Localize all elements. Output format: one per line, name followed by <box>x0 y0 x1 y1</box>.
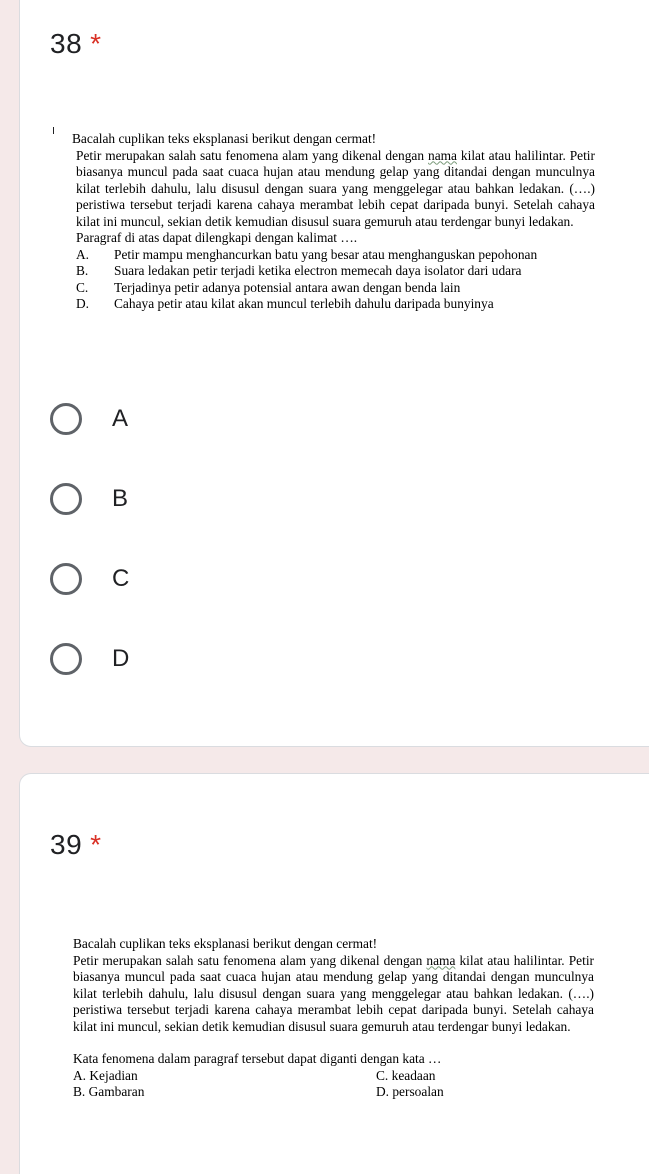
choice-d: D. persoalan <box>376 1084 444 1099</box>
option-d: D. Cahaya petir atau kilat akan muncul terlebih dahulu daripada bunyinya <box>76 296 494 311</box>
question-prompt: Paragraf di atas dapat dilengkapi dengan kalimat …. <box>76 230 358 245</box>
question-title-39 <box>50 829 102 861</box>
radio-circle-icon[interactable] <box>50 643 82 675</box>
question-number: 38 <box>50 28 83 59</box>
option-c: C. Terjadinya petir adanya potensial antara awan dengan benda lain <box>76 279 461 295</box>
radio-label: B <box>112 485 129 512</box>
answer-choices <box>73 1068 594 1101</box>
passage-text: Petir merupakan salah satu fenomena alam yang dikenal dengan nama kilat atau halilintar. Petir biasanya muncul pada saat cuaca hujan atau mendung gelap yang ditandai dengan munculnya kilat terlebih dahulu, lalu disusul dengan suara yang menggelegar atau bahkan ledakan. (….) peristiwa tersebut terjadi karena cahaya merambat lebih cepat daripada bunyi. Setelah cahaya kilat ini muncul, sekian detik kemudian disusul suara gemuruh atau terdengar bunyi ledakan. <box>76 147 595 229</box>
radio-label: C <box>112 565 130 592</box>
radio-circle-icon[interactable] <box>50 563 82 595</box>
radio-option-c[interactable] <box>50 557 129 601</box>
choice-a: A. Kejadian <box>73 1067 138 1083</box>
passage-text: Petir merupakan salah satu fenomena alam yang dikenal dengan nama kilat atau halilintar. Petir biasanya muncul pada saat cuaca hujan atau mendung gelap yang ditandai dengan munculnya kilat terlebih dahulu, lalu disusul dengan suara yang menggelegar atau bahkan ledakan. (….) peristiwa tersebut terjadi karena cahaya merambat lebih cepat daripada bunyi. Setelah cahaya kilat ini muncul, sekian detik kemudian disusul suara gemuruh atau terdengar bunyi ledakan. <box>73 952 595 1034</box>
question-number: 39 <box>50 829 83 860</box>
question-card-38 <box>19 0 649 747</box>
required-mark: * <box>90 829 102 860</box>
option-b: B. Suara ledakan petir terjadi ketika electron memecah daya isolator dari udara <box>76 263 522 278</box>
radio-option-d[interactable] <box>50 637 129 681</box>
radio-circle-icon[interactable] <box>50 483 82 515</box>
option-a: A. Petir mampu menghancurkan batu yang besar atau menghanguskan pepohonan <box>76 246 538 262</box>
question-image-38 <box>72 131 595 313</box>
passage-intro: Bacalah cuplikan teks eksplanasi berikut dengan cermat! <box>72 131 377 146</box>
radio-label: D <box>112 645 130 672</box>
radio-option-a[interactable] <box>50 397 128 441</box>
cursor-mark <box>53 127 54 134</box>
radio-label: A <box>112 405 129 432</box>
radio-option-b[interactable] <box>50 477 128 521</box>
question-image-39 <box>73 936 594 1101</box>
radio-circle-icon[interactable] <box>50 403 82 435</box>
choice-c: C. keadaan <box>376 1067 436 1083</box>
question-prompt: Kata fenomena dalam paragraf tersebut dapat diganti dengan kata … <box>73 1051 442 1066</box>
question-title-38 <box>50 28 102 60</box>
choice-b: B. Gambaran <box>73 1084 145 1099</box>
required-mark: * <box>90 28 102 59</box>
passage-intro: Bacalah cuplikan teks eksplanasi berikut dengan cermat! <box>73 936 378 951</box>
